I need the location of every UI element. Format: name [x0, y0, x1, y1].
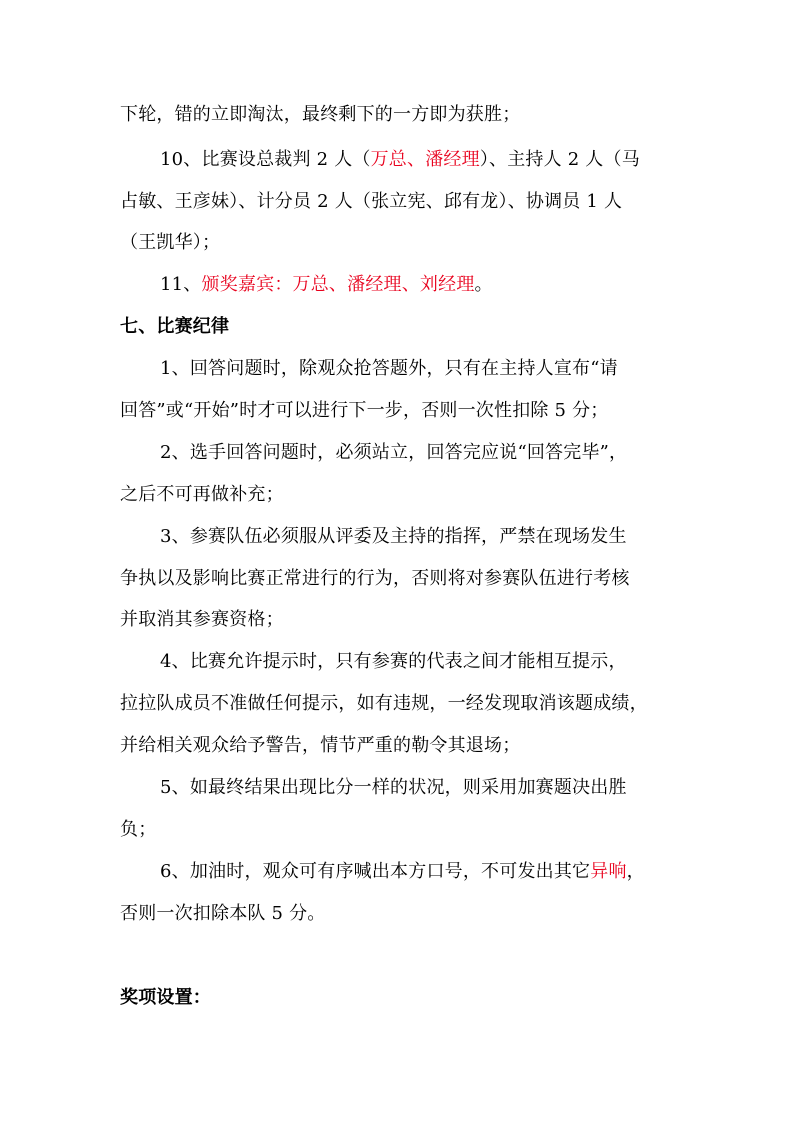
rule-3-line-1: 3、参赛队伍必须服从评委及主持的指挥，严禁在现场发生	[160, 526, 627, 547]
rule-6-line-1	[160, 860, 645, 884]
item-10-prefix: 10、比赛设总裁判 2 人（	[160, 149, 371, 170]
rule-4-line-3: 并给相关观众给予警告，情节严重的勒令其退场；	[120, 735, 521, 756]
item-10-judges: 万总、潘经理	[370, 149, 480, 170]
item-10-line-2: 占敏、王彦妹）、计分员 2 人（张立宪、邱有龙）、协调员 1 人	[120, 191, 623, 212]
rule-6-highlight: 异响	[590, 861, 627, 882]
item-11-line	[160, 273, 493, 297]
rule-3-line-2: 争执以及影响比赛正常进行的行为，否则将对参赛队伍进行考核	[120, 568, 630, 589]
rule-6-prefix: 6、加油时，观众可有序喊出本方口号，不可发出其它	[160, 861, 591, 882]
rule-1-line-2: 回答”或“开始”时才可以进行下一步，否则一次性扣除 5 分；	[120, 400, 609, 421]
rule-1-line-1: 1、回答问题时，除观众抢答题外，只有在主持人宣布“请	[160, 358, 618, 379]
rule-4-line-2: 拉拉队成员不准做任何提示，如有违规，一经发现取消该题成绩，	[120, 693, 648, 714]
item-11-award-guests: 颁奖嘉宾：万总、潘经理、刘经理	[201, 274, 475, 295]
rule-6-suffix: ，	[626, 861, 645, 882]
awards-heading: 奖项设置：	[120, 987, 211, 1008]
paragraph-line: 下轮，错的立即淘汰，最终剩下的一方即为获胜；	[120, 104, 521, 125]
item-10-line-1	[160, 148, 640, 172]
section-7-heading: 七、比赛纪律	[120, 316, 230, 337]
item-11-suffix: 。	[474, 274, 493, 295]
rule-5-line-2: 负；	[120, 819, 157, 840]
rule-6-line-2: 否则一次扣除本队 5 分。	[120, 903, 326, 924]
rule-2-line-2: 之后不可再做补充；	[120, 484, 284, 505]
rule-4-line-1: 4、比赛允许提示时，只有参赛的代表之间才能相互提示，	[160, 651, 627, 672]
rule-3-line-3: 并取消其参赛资格；	[120, 609, 284, 630]
item-11-prefix: 11、	[160, 274, 202, 295]
rule-5-line-1: 5、如最终结果出现比分一样的状况，则采用加赛题决出胜	[160, 777, 627, 798]
item-10-line-3: （王凯华）；	[120, 232, 221, 253]
rule-2-line-1: 2、选手回答问题时，必须站立，回答完应说“回答完毕”，	[160, 442, 628, 463]
item-10-suffix: ）、主持人 2 人（马	[479, 149, 640, 170]
